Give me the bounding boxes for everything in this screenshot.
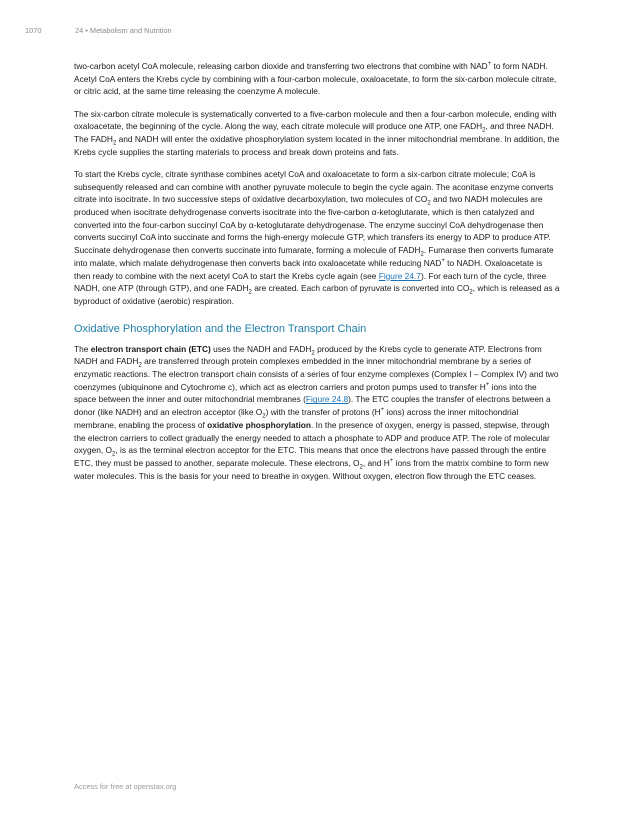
page-number: 1070 [25, 26, 42, 35]
figure-24-7-link[interactable]: Figure 24.7 [378, 270, 421, 281]
key-term-etc: electron transport chain (ETC) [90, 343, 211, 354]
section-heading: Oxidative Phosphorylation and the Electron Transport Chain [74, 322, 367, 335]
key-term-oxphos: oxidative phosphorylation [207, 419, 311, 430]
paragraph: The electron transport chain (ETC) uses the NADH and $FADH_2$ produced by the Krebs cycle to generate ATP. Electrons from NADH and $FADH_2$ are transferred through protein complexes embedded in the inner mitochondrial membrane by a series of enzymatic reactions. The electron transport chain consists of a series of four enzyme complexes (Complex I – Complex IV) and two coenzymes (ubiquinone and Cytochrome c), which act as electron carriers and proton pumps used to transfer H+ ions into the space between the inner and outer mitochondrial membranes (Figure 24.8). The ETC couples the transfer of electrons between a donor (like NADH) and an electron acceptor (like $O_2$) with the transfer of protons (H+ ions) across the inner mitochondrial membrane, enabling the process of oxidative phosphorylation. In the presence of oxygen, energy is passed, stepwise, through the electron carriers to collect gradually the energy needed to attach a phosphate to ADP and produce ATP. The role of molecular oxygen, $O_2$, is as the terminal electron acceptor for the ETC. This means that once the electrons have passed through the entire ETC, they must be passed to another, separate molecule. These electrons, $O_2$, and H+ ions from the matrix combine to form new water molecules. This is the basis for your need to breathe in oxygen. Without oxygen, electron flow through the ETC ceases. [74, 343, 559, 481]
figure-24-8-link[interactable]: Figure 24.8 [305, 394, 349, 405]
page-body [74, 60, 560, 492]
paragraph: To start the Krebs cycle, citrate synthase combines acetyl CoA and oxaloacetate to form a six-carbon citrate molecule; CoA is subsequently released and can combine with another pyruvate molecule to begin the cycle again. The aconitase enzyme converts citrate into isocitrate. In two successive steps of oxidative decarboxylation, two molecules of $CO_2$ and two NADH molecules are produced when isocitrate dehydrogenase converts isocitrate into the five-carbon α-ketoglutarate, which is then catalyzed and converted into the four-carbon succinyl CoA by α-ketoglutarate dehydrogenase. The enzyme succinyl CoA dehydrogenase then converts succinyl CoA into succinate and forms the high-energy molecule GTP, which transfers its energy to ADP to produce ATP. Succinate dehydrogenase then converts succinate into fumarate, forming a molecule of $FADH_2$. Fumarase then converts fumarate into malate, which malate dehydrogenase then converts back into oxaloacetate while reducing NAD+ to NADH. Oxaloacetate is then ready to combine with the next acetyl CoA to start the Krebs cycle again (see Figure 24.7). For each turn of the cycle, three NADH, one ATP (through GTP), and one $FADH_2$ are created. Each carbon of pyruvate is converted into $CO_2$, which is released as a byproduct of oxidative (aerobic) respiration. [74, 168, 560, 306]
running-head [25, 26, 172, 35]
footer: Access for free at openstax.org [74, 782, 177, 791]
chapter-title: 24 • Metabolism and Nutrition [75, 26, 172, 35]
paragraph: The six-carbon citrate molecule is systematically converted to a five-carbon molecule and then a four-carbon molecule, ending with oxaloacetate, the beginning of the cycle. Along the way, each citrate molecule will produce one ATP, one $FADH_2$, and three NADH. The $FADH_2$ and NADH will enter the oxidative phosphorylation system located in the inner mitochondrial membrane. In addition, the Krebs cycle supplies the starting materials to process and break down proteins and fats. [74, 108, 560, 157]
paragraph: two-carbon acetyl CoA molecule, releasing carbon dioxide and transferring two electrons that combine with NAD+ to form NADH. Acetyl CoA enters the Krebs cycle by combining with a four-carbon molecule, oxaloacetate, to form the six-carbon molecule citrate, or citric acid, at the same time releasing the coenzyme A molecule. [74, 61, 557, 97]
